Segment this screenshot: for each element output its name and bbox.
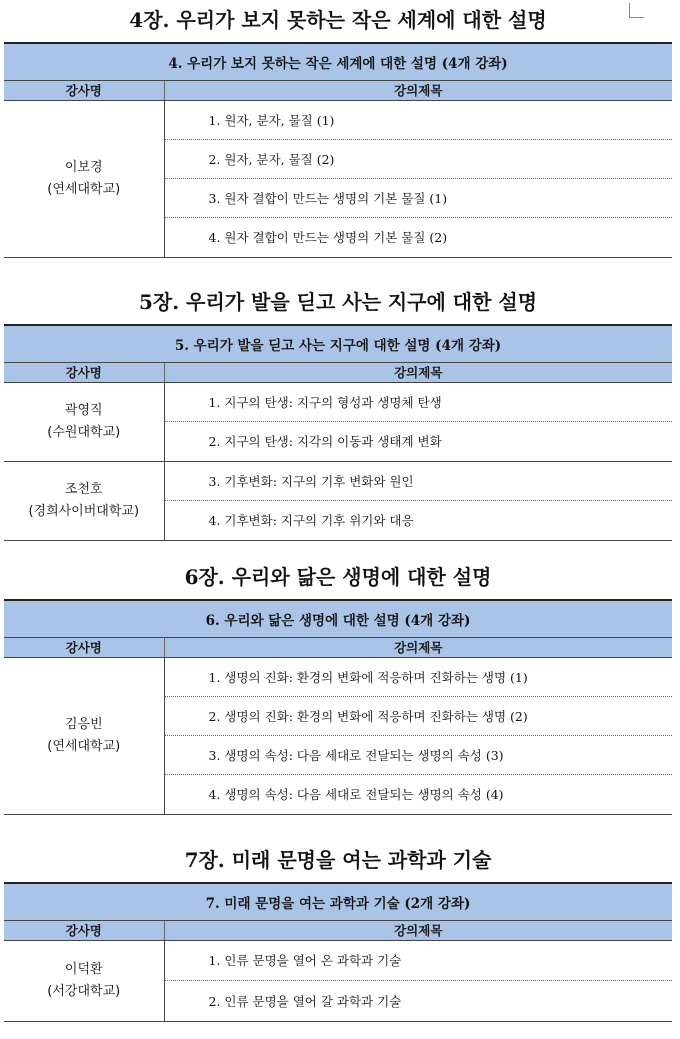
teacher-school: (연세대학교) <box>47 738 121 754</box>
chapter-title: 5장. 우리가 발을 딛고 사는 지구에 대한 설명 <box>138 290 538 314</box>
teacher-school: (서강대학교) <box>47 983 121 999</box>
table-header: 6. 우리와 닮은 생명에 대한 설명 (4개 강좌) <box>4 600 672 637</box>
chapter-5 <box>4 290 672 541</box>
lecture-item: 2. 인류 문명을 열어 갈 과학과 기술 <box>164 980 672 1021</box>
table-header: 5. 우리가 발을 딛고 사는 지구에 대한 설명 (4개 강좌) <box>4 325 672 362</box>
column-lecture: 강의제목 <box>164 362 672 382</box>
lecture-item: 4. 기후변화: 지구의 기후 위기와 대응 <box>164 500 672 540</box>
teacher-cell <box>4 461 164 540</box>
chapter-6 <box>4 565 672 815</box>
teacher-cell <box>4 657 164 814</box>
lecture-item: 2. 원자, 분자, 물질 (2) <box>164 139 672 178</box>
lecture-item: 3. 생명의 속성: 다음 세대로 전달되는 생명의 속성 (3) <box>164 735 672 774</box>
chapter-title: 7장. 미래 문명을 여는 과학과 기술 <box>184 848 492 872</box>
column-lecture: 강의제목 <box>164 920 672 940</box>
chapter-table <box>4 882 672 1022</box>
chapter-table <box>4 42 672 258</box>
lecture-item: 2. 지구의 탄생: 지각의 이동과 생태계 변화 <box>164 421 672 461</box>
lecture-item: 1. 원자, 분자, 물질 (1) <box>164 100 672 139</box>
lecture-item: 4. 원자 결합이 만드는 생명의 기본 물질 (2) <box>164 217 672 257</box>
lecture-item: 1. 인류 문명을 열어 온 과학과 기술 <box>164 940 672 980</box>
column-teacher: 강사명 <box>4 80 164 100</box>
teacher-cell <box>4 940 164 1021</box>
column-teacher: 강사명 <box>4 362 164 382</box>
column-lecture: 강의제목 <box>164 80 672 100</box>
lecture-item: 4. 생명의 속성: 다음 세대로 전달되는 생명의 속성 (4) <box>164 774 672 814</box>
chapter-table <box>4 324 672 541</box>
teacher-school: (경희사이버대학교) <box>28 503 140 519</box>
column-teacher: 강사명 <box>4 920 164 940</box>
teacher-name: 조천호 <box>64 481 103 497</box>
teacher-name: 이보경 <box>64 159 103 175</box>
column-teacher: 강사명 <box>4 637 164 657</box>
teacher-school: (연세대학교) <box>47 181 121 197</box>
lecture-item: 2. 생명의 진화: 환경의 변화에 적응하며 진화하는 생명 (2) <box>164 696 672 735</box>
chapter-table <box>4 599 672 815</box>
teacher-school: (수원대학교) <box>47 424 121 440</box>
lecture-item: 3. 기후변화: 지구의 기후 변화와 원인 <box>164 461 672 500</box>
chapter-title: 6장. 우리와 닮은 생명에 대한 설명 <box>184 565 492 589</box>
table-header: 7. 미래 문명을 여는 과학과 기술 (2개 강좌) <box>4 883 672 920</box>
lecture-item: 1. 생명의 진화: 환경의 변화에 적응하며 진화하는 생명 (1) <box>164 657 672 696</box>
chapter-4 <box>4 8 672 258</box>
teacher-cell <box>4 100 164 257</box>
teacher-name: 이덕환 <box>64 961 103 977</box>
teacher-name: 김응빈 <box>64 716 103 732</box>
teacher-name: 곽영직 <box>64 402 103 418</box>
chapter-title: 4장. 우리가 보지 못하는 작은 세계에 대한 설명 <box>129 8 547 32</box>
column-lecture: 강의제목 <box>164 637 672 657</box>
chapter-7 <box>4 848 672 1022</box>
table-header: 4. 우리가 보지 못하는 작은 세계에 대한 설명 (4개 강좌) <box>4 43 672 80</box>
teacher-cell <box>4 382 164 461</box>
lecture-item: 3. 원자 결합이 만드는 생명의 기본 물질 (1) <box>164 178 672 217</box>
lecture-item: 1. 지구의 탄생: 지구의 형성과 생명체 탄생 <box>164 382 672 421</box>
